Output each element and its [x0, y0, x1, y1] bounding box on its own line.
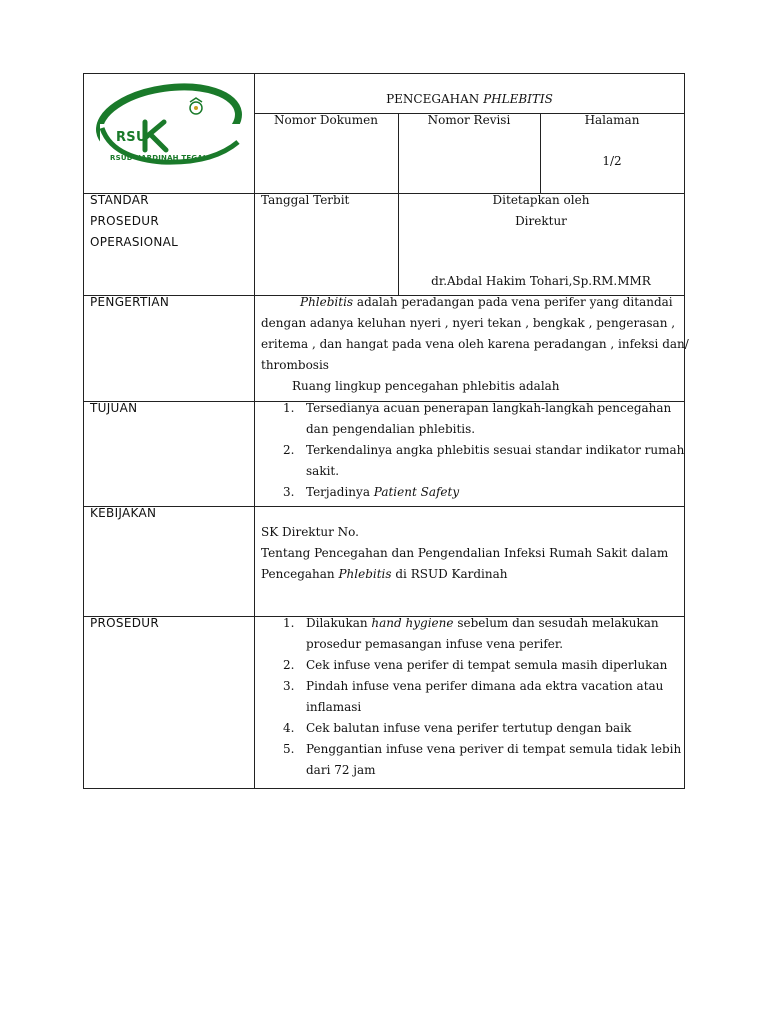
- hospital-logo: [92, 80, 247, 175]
- tujuan-item1-line2: dan pengendalian phlebitis.: [306, 422, 476, 436]
- prosedur-number-4: 4.: [283, 721, 295, 735]
- page-label: Halaman: [584, 113, 640, 127]
- pengertian-label: PENGERTIAN: [90, 295, 170, 309]
- prosedur-item3-line2: inflamasi: [306, 700, 362, 714]
- prosedur-item1-line1: [306, 613, 659, 634]
- sop-label-line2: PROSEDUR: [90, 214, 159, 228]
- prosedur-number-2: 2.: [283, 658, 295, 672]
- prosedur-number-1: 1.: [283, 616, 295, 630]
- kebijakan-line1: SK Direktur No.: [261, 525, 359, 539]
- revision-number-label: Nomor Revisi: [427, 113, 511, 127]
- prosedur-item1-plain: Dilakukan: [306, 616, 372, 630]
- row-divider-4: [83, 506, 685, 507]
- prosedur-number-3: 3.: [283, 679, 295, 693]
- kebijakan-phlebitis-term: Phlebitis: [338, 567, 392, 581]
- title-italic: PHLEBITIS: [483, 92, 553, 106]
- hand-hygiene-term: hand hygiene: [371, 616, 454, 630]
- logo-caption: RSUD KARDINAH TEGAL: [110, 154, 208, 162]
- sop-label-line3: OPERASIONAL: [90, 235, 179, 249]
- prosedur-item5-line1: Penggantian infuse vena periver di tempat semula tidak lebih: [306, 742, 682, 756]
- doc-number-label: Nomor Dokumen: [274, 113, 378, 127]
- prosedur-item5-line2: dari 72 jam: [306, 763, 376, 777]
- kebijakan-line3-plain: Pencegahan: [261, 567, 339, 581]
- prosedur-number-5: 5.: [283, 742, 295, 756]
- issue-date-label: Tanggal Terbit: [261, 193, 350, 207]
- pengertian-line2: dengan adanya keluhan nyeri , nyeri tekan , bengkak , pengerasan ,: [261, 316, 676, 330]
- kebijakan-line3-rest: di RSUD Kardinah: [391, 567, 508, 581]
- logo-text-rsu: RSU: [116, 130, 147, 145]
- pengertian-line1: [300, 292, 673, 313]
- tujuan-item3-plain: Terjadinya: [306, 485, 374, 499]
- tujuan-item2-line2: sakit.: [306, 464, 340, 478]
- sop-label-line1: STANDAR: [90, 193, 149, 207]
- label-column-divider: [254, 73, 255, 789]
- tujuan-label: TUJUAN: [90, 401, 138, 415]
- tujuan-item1-line1: Tersedianya acuan penerapan langkah-langkah pencegahan: [306, 401, 672, 415]
- kebijakan-line3: [261, 564, 508, 585]
- pengertian-line3: eritema , dan hangat pada vena oleh karena peradangan , infeksi dan/: [261, 337, 689, 351]
- kebijakan-line2: Tentang Pencegahan dan Pengendalian Infeksi Rumah Sakit dalam: [261, 546, 669, 560]
- prosedur-item1-rest: sebelum dan sesudah melakukan: [453, 616, 659, 630]
- pengertian-line5: Ruang lingkup pencegahan phlebitis adalah: [292, 379, 560, 393]
- page-value: 1/2: [602, 154, 622, 168]
- tujuan-number-3: 3.: [283, 485, 295, 499]
- document-title: [254, 89, 685, 110]
- signatory-name: dr.Abdal Hakim Tohari,Sp.RM.MMR: [431, 274, 651, 288]
- title-plain: PENCEGAHAN: [386, 92, 480, 106]
- table-border-bottom: [83, 788, 685, 789]
- prosedur-item3-line1: Pindah infuse vena perifer dimana ada ektra vacation atau: [306, 679, 664, 693]
- prosedur-item2: Cek infuse vena perifer di tempat semula masih diperlukan: [306, 658, 668, 672]
- tujuan-item2-line1: Terkendalinya angka phlebitis sesuai standar indikator rumah: [306, 443, 685, 457]
- patient-safety-term: Patient Safety: [373, 485, 460, 499]
- kebijakan-label: KEBIJAKAN: [90, 506, 157, 520]
- tujuan-item3: [306, 482, 459, 503]
- set-by-role: Direktur: [515, 214, 567, 228]
- prosedur-item1-line2: prosedur pemasangan infuse vena perifer.: [306, 637, 564, 651]
- prosedur-label: PROSEDUR: [90, 616, 159, 630]
- tujuan-number-2: 2.: [283, 443, 295, 457]
- health-emblem-icon: [190, 98, 202, 114]
- table-border-left: [83, 73, 84, 789]
- pengertian-line1-rest: adalah peradangan pada vena perifer yang ditandai: [353, 295, 673, 309]
- table-border-top: [83, 73, 685, 74]
- prosedur-item4: Cek balutan infuse vena perifer tertutup dengan baik: [306, 721, 632, 735]
- set-by-label: Ditetapkan oleh: [492, 193, 590, 207]
- table-border-right: [684, 73, 685, 789]
- tujuan-number-1: 1.: [283, 401, 295, 415]
- phlebitis-term: Phlebitis: [300, 295, 354, 309]
- pengertian-line4: thrombosis: [261, 358, 329, 372]
